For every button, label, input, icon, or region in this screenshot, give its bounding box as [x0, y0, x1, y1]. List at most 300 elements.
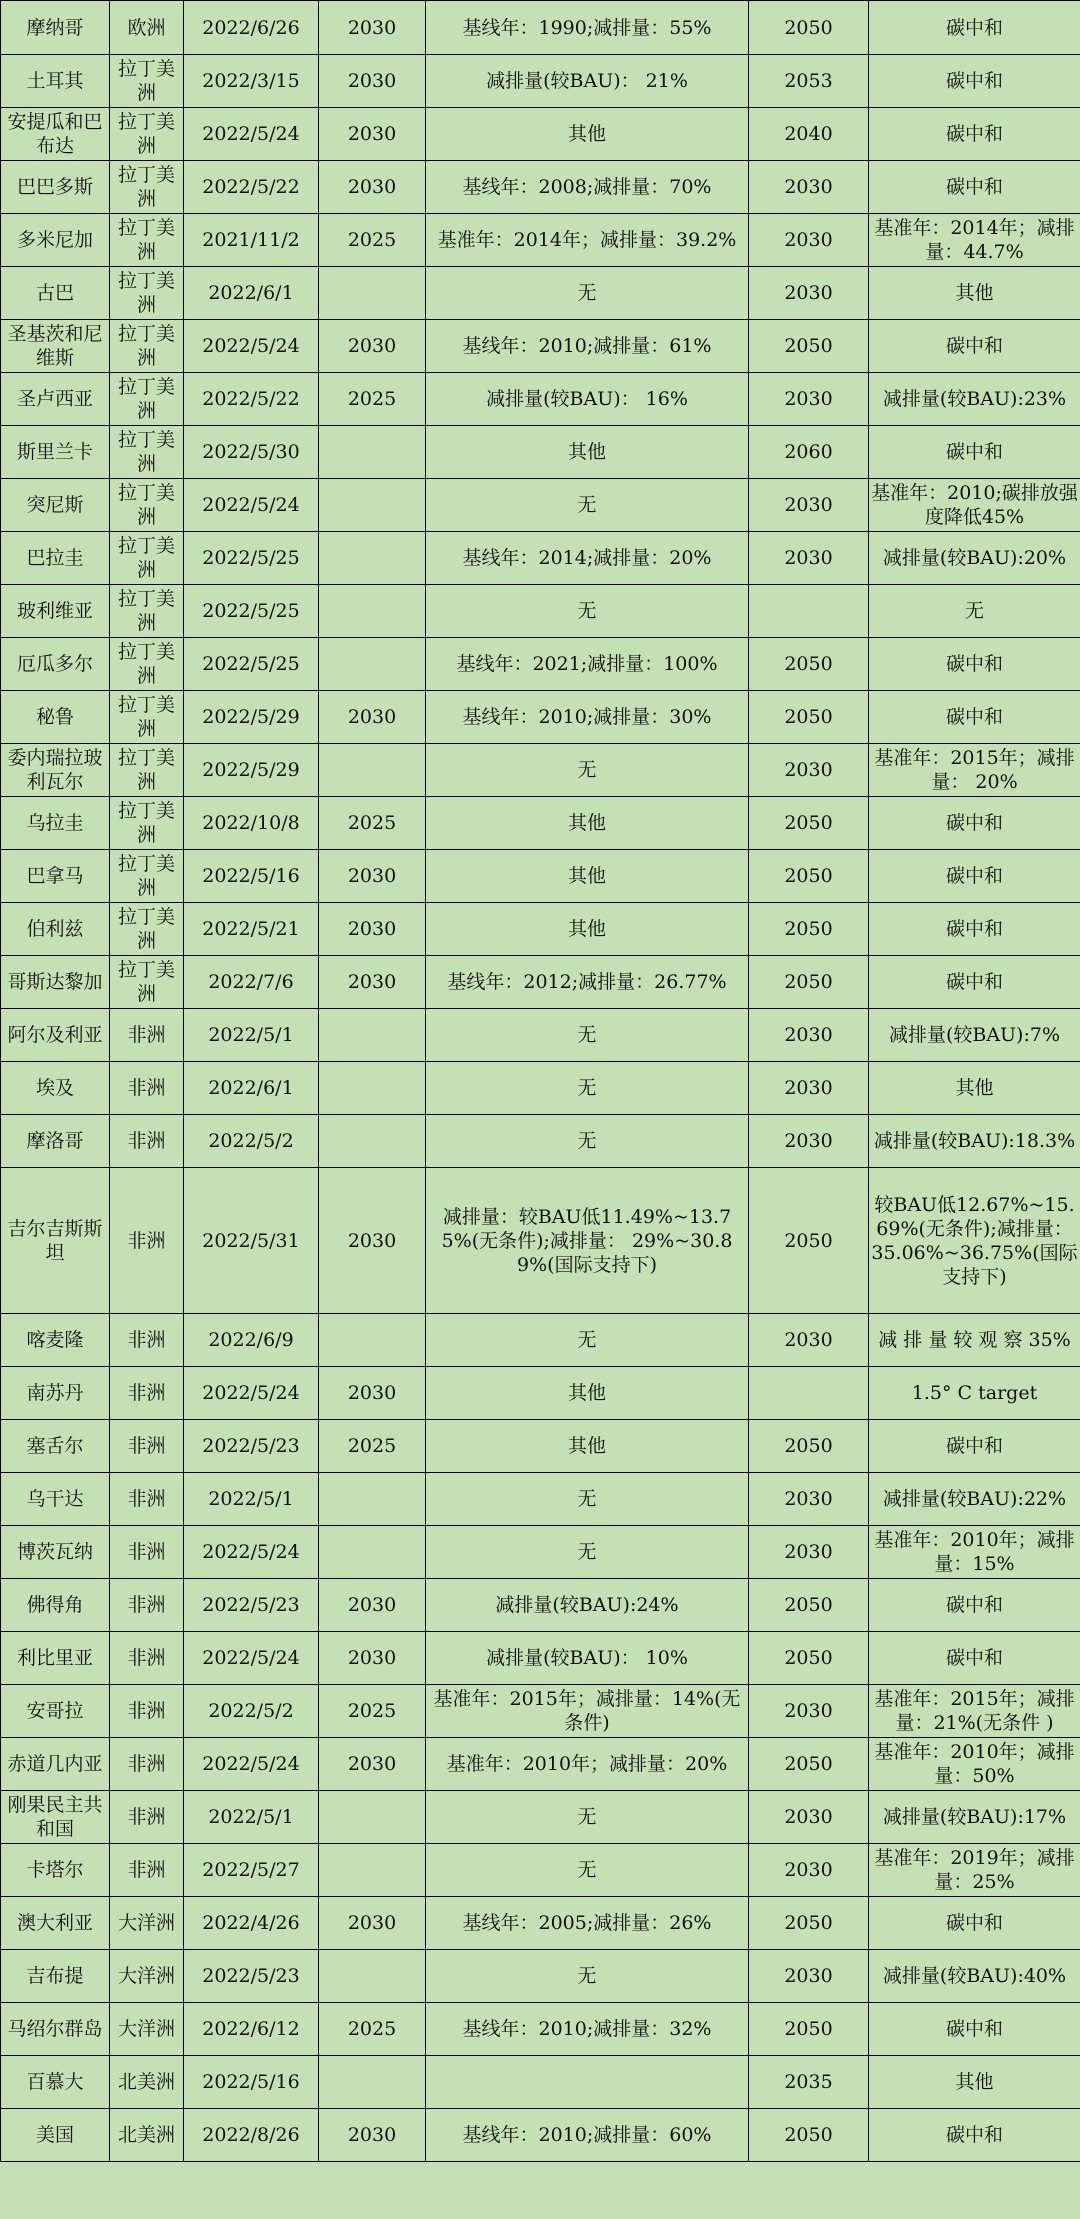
target-year-cell-text: 2030: [347, 1382, 397, 1404]
date-cell-text: 2022/8/26: [202, 2124, 300, 2146]
long-term-target-cell-text: 基准年：2019年；减排量：25%: [874, 1847, 1075, 1893]
long-term-year-cell: [749, 1062, 869, 1115]
long-term-target-cell-text: 碳中和: [945, 1594, 1003, 1616]
region-cell: [110, 638, 184, 691]
target-cell: [426, 1115, 749, 1168]
date-cell-text: 2022/5/16: [202, 865, 300, 887]
country-cell: [1, 108, 110, 161]
table-row: [1, 850, 1080, 903]
region-cell: [110, 691, 184, 744]
long-term-year-cell-text: 2030: [784, 1859, 833, 1881]
table-row: [1, 956, 1080, 1009]
target-cell-text: 其他: [567, 441, 606, 463]
long-term-target-cell-text: 碳中和: [945, 335, 1003, 357]
country-cell-text: 厄瓜多尔: [16, 653, 93, 675]
long-term-year-cell-text: 2050: [784, 1647, 833, 1669]
country-cell-text: 古巴: [35, 282, 74, 304]
region-cell: [110, 1420, 184, 1473]
target-cell-text: 无: [577, 759, 597, 781]
long-term-year-cell-text: 2030: [784, 1806, 833, 1828]
long-term-year-cell: [749, 1, 869, 55]
region-cell: [110, 1685, 184, 1738]
long-term-target-cell-text: 无: [964, 600, 984, 622]
long-term-year-cell-text: 2053: [784, 70, 833, 92]
target-year-cell-text: 2025: [347, 812, 397, 834]
target-year-cell-text: 2025: [347, 388, 397, 410]
long-term-year-cell: [749, 426, 869, 479]
target-cell-text: 基线年：2010;减排量：30%: [462, 706, 712, 728]
country-cell-text: 巴巴多斯: [16, 176, 93, 198]
target-cell: [426, 426, 749, 479]
target-cell: [426, 1738, 749, 1791]
region-cell-text: 非洲: [127, 1329, 166, 1351]
long-term-year-cell-text: 2050: [784, 2018, 833, 2040]
target-cell-text: 基线年：2012;减排量：26.77%: [447, 971, 727, 993]
long-term-target-cell: [869, 1367, 1080, 1420]
long-term-target-cell: [869, 55, 1080, 108]
target-year-cell-text: 2025: [347, 1435, 397, 1457]
target-year-cell: [319, 1, 426, 55]
table-row: [1, 532, 1080, 585]
region-cell-text: 非洲: [127, 1077, 166, 1099]
date-cell: [184, 1844, 319, 1897]
long-term-target-cell-text: 碳中和: [945, 2018, 1003, 2040]
country-cell-text: 乌干达: [26, 1488, 84, 1510]
date-cell: [184, 532, 319, 585]
table-row: [1, 1579, 1080, 1632]
country-cell: [1, 1115, 110, 1168]
target-cell-text: 基线年：2014;减排量：20%: [462, 547, 712, 569]
target-year-cell: [319, 1897, 426, 1950]
region-cell-text: 拉丁美洲: [117, 164, 175, 210]
country-cell-text: 博茨瓦纳: [16, 1541, 93, 1563]
target-year-cell-text: 2030: [347, 971, 397, 993]
table-row: [1, 214, 1080, 267]
long-term-target-cell-text: 碳中和: [945, 123, 1003, 145]
date-cell: [184, 1420, 319, 1473]
long-term-target-cell: [869, 1579, 1080, 1632]
region-cell-text: 拉丁美洲: [117, 323, 175, 369]
target-cell: [426, 585, 749, 638]
long-term-year-cell: [749, 1791, 869, 1844]
date-cell-text: 2022/5/23: [202, 1435, 300, 1457]
date-cell: [184, 55, 319, 108]
long-term-target-cell: [869, 1526, 1080, 1579]
target-cell: [426, 267, 749, 320]
target-cell-text: 基线年：2021;减排量：100%: [456, 653, 718, 675]
country-cell-text: 安哥拉: [26, 1700, 84, 1722]
long-term-target-cell-text: 减 排 量 较 观 察 35%: [878, 1329, 1071, 1351]
long-term-year-cell: [749, 214, 869, 267]
long-term-year-cell-text: 2050: [784, 16, 833, 39]
date-cell: [184, 1950, 319, 2003]
long-term-target-cell: [869, 1473, 1080, 1526]
date-cell-text: 2022/5/31: [202, 1229, 300, 1252]
target-cell-text: 减排量(较BAU):24%: [495, 1594, 679, 1616]
date-cell-text: 2022/5/1: [208, 1024, 294, 1046]
region-cell-text: 拉丁美洲: [117, 588, 175, 634]
region-cell-text: 非洲: [127, 1382, 166, 1404]
table-row: [1, 797, 1080, 850]
region-cell-text: 非洲: [127, 1541, 166, 1563]
region-cell-text: 拉丁美洲: [117, 906, 175, 952]
target-cell: [426, 691, 749, 744]
region-cell: [110, 850, 184, 903]
date-cell-text: 2022/5/23: [202, 1594, 300, 1616]
table-row: [1, 638, 1080, 691]
target-year-cell-text: 2030: [347, 918, 397, 940]
target-year-cell-text: 2030: [347, 865, 397, 887]
target-year-cell-text: 2030: [347, 1753, 397, 1775]
long-term-year-cell-text: 2030: [784, 388, 833, 410]
country-cell: [1, 2109, 110, 2162]
long-term-target-cell: [869, 1168, 1080, 1314]
date-cell-text: 2022/5/25: [202, 600, 300, 622]
target-cell: [426, 214, 749, 267]
target-cell: [426, 1420, 749, 1473]
long-term-target-cell-text: 碳中和: [945, 176, 1003, 198]
country-cell-text: 利比里亚: [16, 1647, 93, 1669]
target-year-cell: [319, 1009, 426, 1062]
region-cell-text: 大洋洲: [117, 1965, 175, 1987]
long-term-target-cell-text: 基准年：2015年；减排量：21%(无条件 ): [874, 1688, 1075, 1734]
target-cell-text: 其他: [567, 123, 606, 145]
target-cell: [426, 1685, 749, 1738]
long-term-target-cell: [869, 744, 1080, 797]
region-cell: [110, 426, 184, 479]
region-cell: [110, 1791, 184, 1844]
date-cell: [184, 638, 319, 691]
country-cell: [1, 426, 110, 479]
long-term-year-cell-text: 2030: [784, 1329, 833, 1351]
table-row: [1, 1632, 1080, 1685]
country-cell: [1, 585, 110, 638]
region-cell: [110, 797, 184, 850]
long-term-target-cell: [869, 585, 1080, 638]
region-cell-text: 大洋洲: [117, 2018, 175, 2040]
date-cell-text: 2022/6/1: [208, 1077, 294, 1099]
country-cell: [1, 1367, 110, 1420]
long-term-target-cell: [869, 214, 1080, 267]
region-cell-text: 北美洲: [117, 2124, 175, 2146]
long-term-target-cell-text: 减排量(较BAU):22%: [882, 1488, 1067, 1510]
target-cell: [426, 1367, 749, 1420]
target-cell: [426, 850, 749, 903]
long-term-year-cell: [749, 320, 869, 373]
target-cell: [426, 1314, 749, 1367]
target-cell-text: 无: [577, 494, 597, 516]
target-cell: [426, 1791, 749, 1844]
region-cell: [110, 1526, 184, 1579]
country-cell: [1, 1950, 110, 2003]
region-cell: [110, 1, 184, 55]
date-cell-text: 2022/6/26: [202, 16, 300, 39]
region-cell: [110, 585, 184, 638]
region-cell: [110, 1579, 184, 1632]
target-cell: [426, 532, 749, 585]
country-cell: [1, 797, 110, 850]
date-cell-text: 2022/4/26: [202, 1912, 300, 1934]
long-term-year-cell: [749, 1950, 869, 2003]
country-cell: [1, 1, 110, 55]
date-cell: [184, 108, 319, 161]
target-year-cell: [319, 691, 426, 744]
target-cell-text: 减排量(较BAU)： 10%: [486, 1647, 688, 1669]
region-cell-text: 非洲: [127, 1435, 166, 1457]
target-cell: [426, 638, 749, 691]
long-term-year-cell: [749, 267, 869, 320]
country-cell-text: 乌拉圭: [26, 812, 84, 834]
date-cell: [184, 850, 319, 903]
target-cell-text: 基线年：2005;减排量：26%: [462, 1912, 712, 1934]
region-cell-text: 北美洲: [117, 2071, 175, 2093]
long-term-target-cell-text: 碳中和: [945, 865, 1003, 887]
long-term-target-cell: [869, 1685, 1080, 1738]
table-row: [1, 426, 1080, 479]
target-year-cell-text: 2030: [347, 1647, 397, 1669]
date-cell: [184, 2056, 319, 2109]
long-term-year-cell: [749, 1526, 869, 1579]
target-cell-text: 无: [577, 1329, 597, 1351]
long-term-target-cell-text: 减排量(较BAU):7%: [888, 1024, 1061, 1046]
target-cell-text: 无: [577, 1806, 597, 1828]
long-term-year-cell: [749, 1314, 869, 1367]
target-cell: [426, 1009, 749, 1062]
date-cell: [184, 903, 319, 956]
target-year-cell-text: 2025: [347, 1700, 397, 1722]
date-cell: [184, 320, 319, 373]
date-cell-text: 2022/5/1: [208, 1806, 294, 1828]
country-cell: [1, 479, 110, 532]
country-cell-text: 玻利维亚: [16, 600, 93, 622]
region-cell-text: 拉丁美洲: [117, 270, 175, 316]
table-row: [1, 585, 1080, 638]
country-cell-text: 吉尔吉斯斯坦: [7, 1217, 103, 1264]
long-term-year-cell-text: 2050: [784, 865, 833, 887]
target-cell-text: 无: [577, 1541, 597, 1563]
long-term-target-cell-text: 碳中和: [945, 812, 1003, 834]
long-term-target-cell: [869, 108, 1080, 161]
target-cell-text: 其他: [567, 812, 606, 834]
target-cell: [426, 373, 749, 426]
long-term-year-cell-text: 2050: [784, 1594, 833, 1616]
target-cell: [426, 2003, 749, 2056]
table-row: [1, 108, 1080, 161]
long-term-year-cell: [749, 2003, 869, 2056]
country-cell-text: 刚果民主共和国: [7, 1794, 103, 1840]
country-cell: [1, 1897, 110, 1950]
long-term-target-cell: [869, 426, 1080, 479]
date-cell: [184, 1579, 319, 1632]
long-term-target-cell: [869, 479, 1080, 532]
long-term-year-cell-text: 2030: [784, 1541, 833, 1563]
long-term-year-cell: [749, 1420, 869, 1473]
country-cell-text: 哥斯达黎加: [7, 971, 103, 993]
target-year-cell: [319, 161, 426, 214]
long-term-year-cell-text: 2030: [784, 1130, 833, 1152]
region-cell: [110, 479, 184, 532]
country-cell-text: 圣卢西亚: [16, 388, 93, 410]
table-row: [1, 1844, 1080, 1897]
date-cell-text: 2022/5/1: [208, 1488, 294, 1510]
date-cell: [184, 1314, 319, 1367]
country-cell-text: 卡塔尔: [26, 1859, 84, 1881]
country-cell-text: 巴拿马: [26, 865, 84, 887]
date-cell-text: 2022/5/24: [202, 1382, 300, 1404]
target-cell: [426, 1950, 749, 2003]
country-cell-text: 委内瑞拉玻利瓦尔: [7, 747, 103, 793]
long-term-target-cell: [869, 1738, 1080, 1791]
country-cell: [1, 161, 110, 214]
country-cell: [1, 1632, 110, 1685]
target-year-cell: [319, 55, 426, 108]
long-term-target-cell: [869, 903, 1080, 956]
long-term-target-cell-text: 减排量(较BAU):18.3%: [873, 1130, 1076, 1152]
long-term-year-cell: [749, 850, 869, 903]
target-year-cell-text: 2030: [347, 16, 397, 39]
long-term-target-cell-text: 减排量(较BAU):17%: [882, 1806, 1067, 1828]
date-cell: [184, 479, 319, 532]
long-term-year-cell: [749, 2056, 869, 2109]
target-year-cell: [319, 1115, 426, 1168]
country-cell: [1, 320, 110, 373]
country-cell: [1, 2056, 110, 2109]
target-year-cell-text: 2030: [347, 70, 397, 92]
target-cell: [426, 108, 749, 161]
long-term-target-cell-text: 碳中和: [945, 653, 1003, 675]
target-year-cell: [319, 1632, 426, 1685]
long-term-year-cell: [749, 108, 869, 161]
long-term-target-cell: [869, 1420, 1080, 1473]
target-cell: [426, 744, 749, 797]
table-row: [1, 320, 1080, 373]
country-cell-text: 赤道几内亚: [7, 1753, 103, 1775]
target-year-cell: [319, 1791, 426, 1844]
target-cell: [426, 479, 749, 532]
table-row: [1, 691, 1080, 744]
date-cell-text: 2022/5/29: [202, 706, 300, 728]
date-cell-text: 2022/6/12: [202, 2018, 300, 2040]
long-term-year-cell-text: 2050: [784, 2124, 833, 2146]
region-cell: [110, 1844, 184, 1897]
region-cell: [110, 108, 184, 161]
long-term-target-cell-text: 碳中和: [945, 918, 1003, 940]
long-term-target-cell-text: 基准年：2010年；减排量：15%: [874, 1529, 1075, 1575]
target-year-cell: [319, 956, 426, 1009]
table-row: [1, 1526, 1080, 1579]
target-cell-text: 无: [577, 1488, 597, 1510]
date-cell-text: 2022/5/30: [202, 441, 300, 463]
target-cell: [426, 1473, 749, 1526]
target-year-cell-text: 2025: [347, 2018, 397, 2040]
country-cell: [1, 1420, 110, 1473]
long-term-year-cell-text: 2030: [784, 494, 833, 516]
long-term-target-cell-text: 碳中和: [945, 706, 1003, 728]
long-term-year-cell-text: 2050: [784, 1912, 833, 1934]
long-term-year-cell-text: 2030: [784, 176, 833, 198]
date-cell-text: 2022/5/22: [202, 388, 300, 410]
long-term-target-cell-text: 减排量(较BAU):40%: [882, 1965, 1067, 1987]
long-term-year-cell: [749, 1897, 869, 1950]
long-term-year-cell: [749, 55, 869, 108]
target-cell: [426, 956, 749, 1009]
country-cell-text: 塞舌尔: [26, 1435, 84, 1457]
region-cell: [110, 903, 184, 956]
region-cell: [110, 956, 184, 1009]
target-year-cell: [319, 1685, 426, 1738]
long-term-year-cell: [749, 1632, 869, 1685]
target-year-cell: [319, 744, 426, 797]
region-cell-text: 非洲: [127, 1594, 166, 1616]
region-cell: [110, 1738, 184, 1791]
target-cell-text: 无: [577, 1077, 597, 1099]
long-term-year-cell-text: 2030: [784, 759, 833, 781]
long-term-year-cell: [749, 1738, 869, 1791]
target-year-cell: [319, 797, 426, 850]
date-cell-text: 2022/5/23: [202, 1965, 300, 1987]
target-year-cell-text: 2030: [347, 176, 397, 198]
long-term-year-cell: [749, 638, 869, 691]
region-cell-text: 拉丁美洲: [117, 535, 175, 581]
region-cell-text: 非洲: [127, 1859, 166, 1881]
target-year-cell-text: 2030: [347, 1594, 397, 1616]
long-term-year-cell: [749, 373, 869, 426]
long-term-year-cell-text: 2060: [784, 441, 833, 463]
region-cell-text: 非洲: [127, 1229, 166, 1252]
region-cell-text: 非洲: [127, 1647, 166, 1669]
long-term-target-cell: [869, 1009, 1080, 1062]
table-row: [1, 267, 1080, 320]
long-term-target-cell: [869, 638, 1080, 691]
long-term-target-cell-text: 其他: [955, 282, 994, 304]
date-cell-text: 2022/5/2: [208, 1700, 294, 1722]
region-cell-text: 非洲: [127, 1488, 166, 1510]
target-cell-text: 基线年：2008;减排量：70%: [462, 176, 712, 198]
long-term-year-cell-text: 2050: [784, 918, 833, 940]
country-cell-text: 安提瓜和巴布达: [7, 111, 103, 157]
region-cell-text: 拉丁美洲: [117, 694, 175, 740]
date-cell: [184, 1685, 319, 1738]
long-term-year-cell-text: 2030: [784, 1077, 833, 1099]
target-year-cell-text: 2025: [347, 229, 397, 251]
region-cell-text: 欧洲: [127, 16, 166, 39]
country-cell: [1, 214, 110, 267]
target-cell-text: 无: [577, 1859, 597, 1881]
date-cell: [184, 1738, 319, 1791]
region-cell: [110, 161, 184, 214]
long-term-year-cell: [749, 1844, 869, 1897]
table-row: [1, 1367, 1080, 1420]
country-cell-text: 秘鲁: [35, 706, 74, 728]
long-term-year-cell-text: 2030: [784, 229, 833, 251]
target-cell: [426, 2056, 749, 2109]
long-term-target-cell-text: 碳中和: [945, 971, 1003, 993]
target-year-cell: [319, 850, 426, 903]
long-term-year-cell-text: 2050: [784, 971, 833, 993]
long-term-year-cell: [749, 691, 869, 744]
target-year-cell: [319, 1950, 426, 2003]
date-cell: [184, 691, 319, 744]
target-cell: [426, 1632, 749, 1685]
table-row: [1, 1, 1080, 55]
date-cell-text: 2022/5/25: [202, 653, 300, 675]
target-cell: [426, 320, 749, 373]
long-term-year-cell: [749, 479, 869, 532]
region-cell: [110, 1314, 184, 1367]
country-cell-text: 百慕大: [26, 2071, 84, 2093]
target-year-cell: [319, 1473, 426, 1526]
country-cell: [1, 267, 110, 320]
